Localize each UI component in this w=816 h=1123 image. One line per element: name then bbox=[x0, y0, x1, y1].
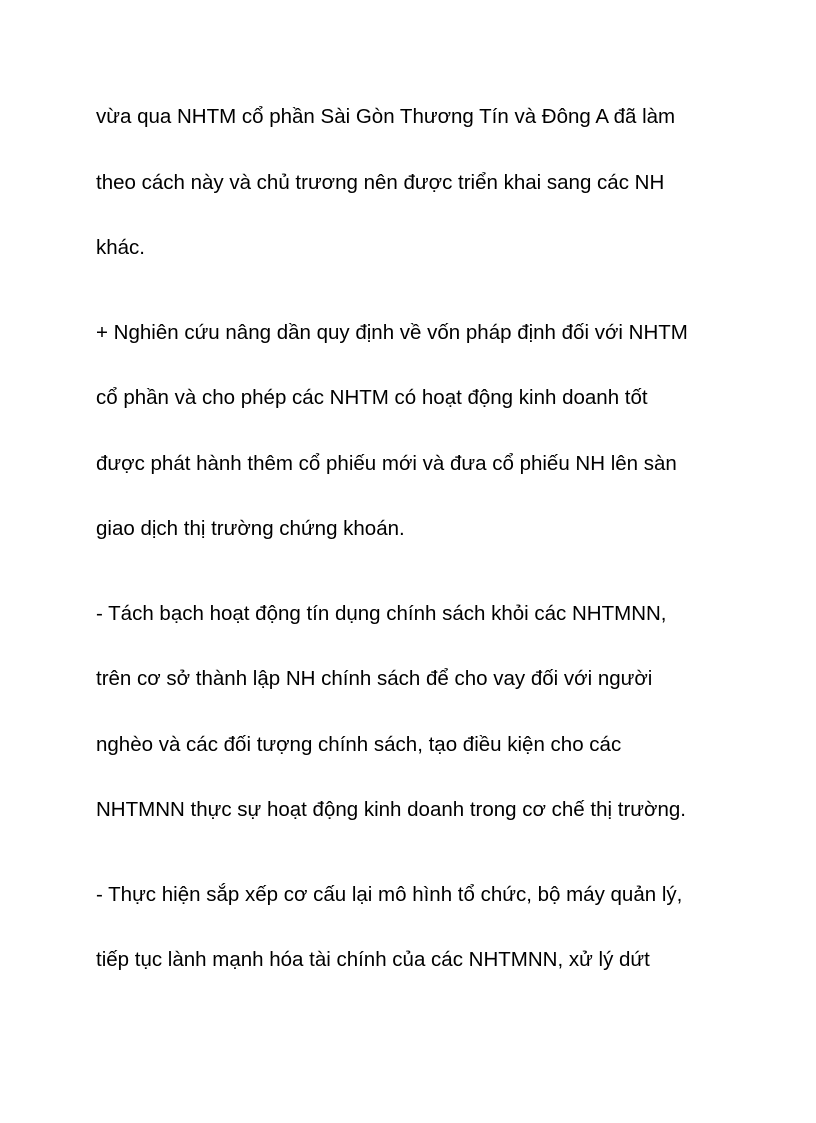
text-line: + Nghiên cứu nâng dần quy định về vốn pháp định đối với NHTM bbox=[96, 321, 688, 344]
text-line: khác. bbox=[96, 236, 145, 259]
text-line: nghèo và các đối tượng chính sách, tạo điều kiện cho các bbox=[96, 733, 622, 756]
text-line: giao dịch thị trường chứng khoán. bbox=[96, 517, 405, 540]
text-line: NHTMNN thực sự hoạt động kinh doanh trong cơ chế thị trường. bbox=[96, 798, 686, 821]
text-line: tiếp tục lành mạnh hóa tài chính của các NHTMNN, xử lý dứt bbox=[96, 948, 650, 971]
text-line: theo cách này và chủ trương nên được triển khai sang các NH bbox=[96, 171, 665, 194]
text-line: được phát hành thêm cổ phiếu mới và đưa cổ phiếu NH lên sàn bbox=[96, 452, 677, 475]
text-line: vừa qua NHTM cổ phần Sài Gòn Thương Tín và Đông A đã làm bbox=[96, 105, 676, 128]
text-line: - Thực hiện sắp xếp cơ cấu lại mô hình tổ chức, bộ máy quản lý, bbox=[96, 883, 683, 906]
text-line: cổ phần và cho phép các NHTM có hoạt động kinh doanh tốt bbox=[96, 386, 648, 409]
text-line: - Tách bạch hoạt động tín dụng chính sách khỏi các NHTMNN, bbox=[96, 602, 667, 625]
text-line: trên cơ sở thành lập NH chính sách để cho vay đối với người bbox=[96, 667, 653, 690]
